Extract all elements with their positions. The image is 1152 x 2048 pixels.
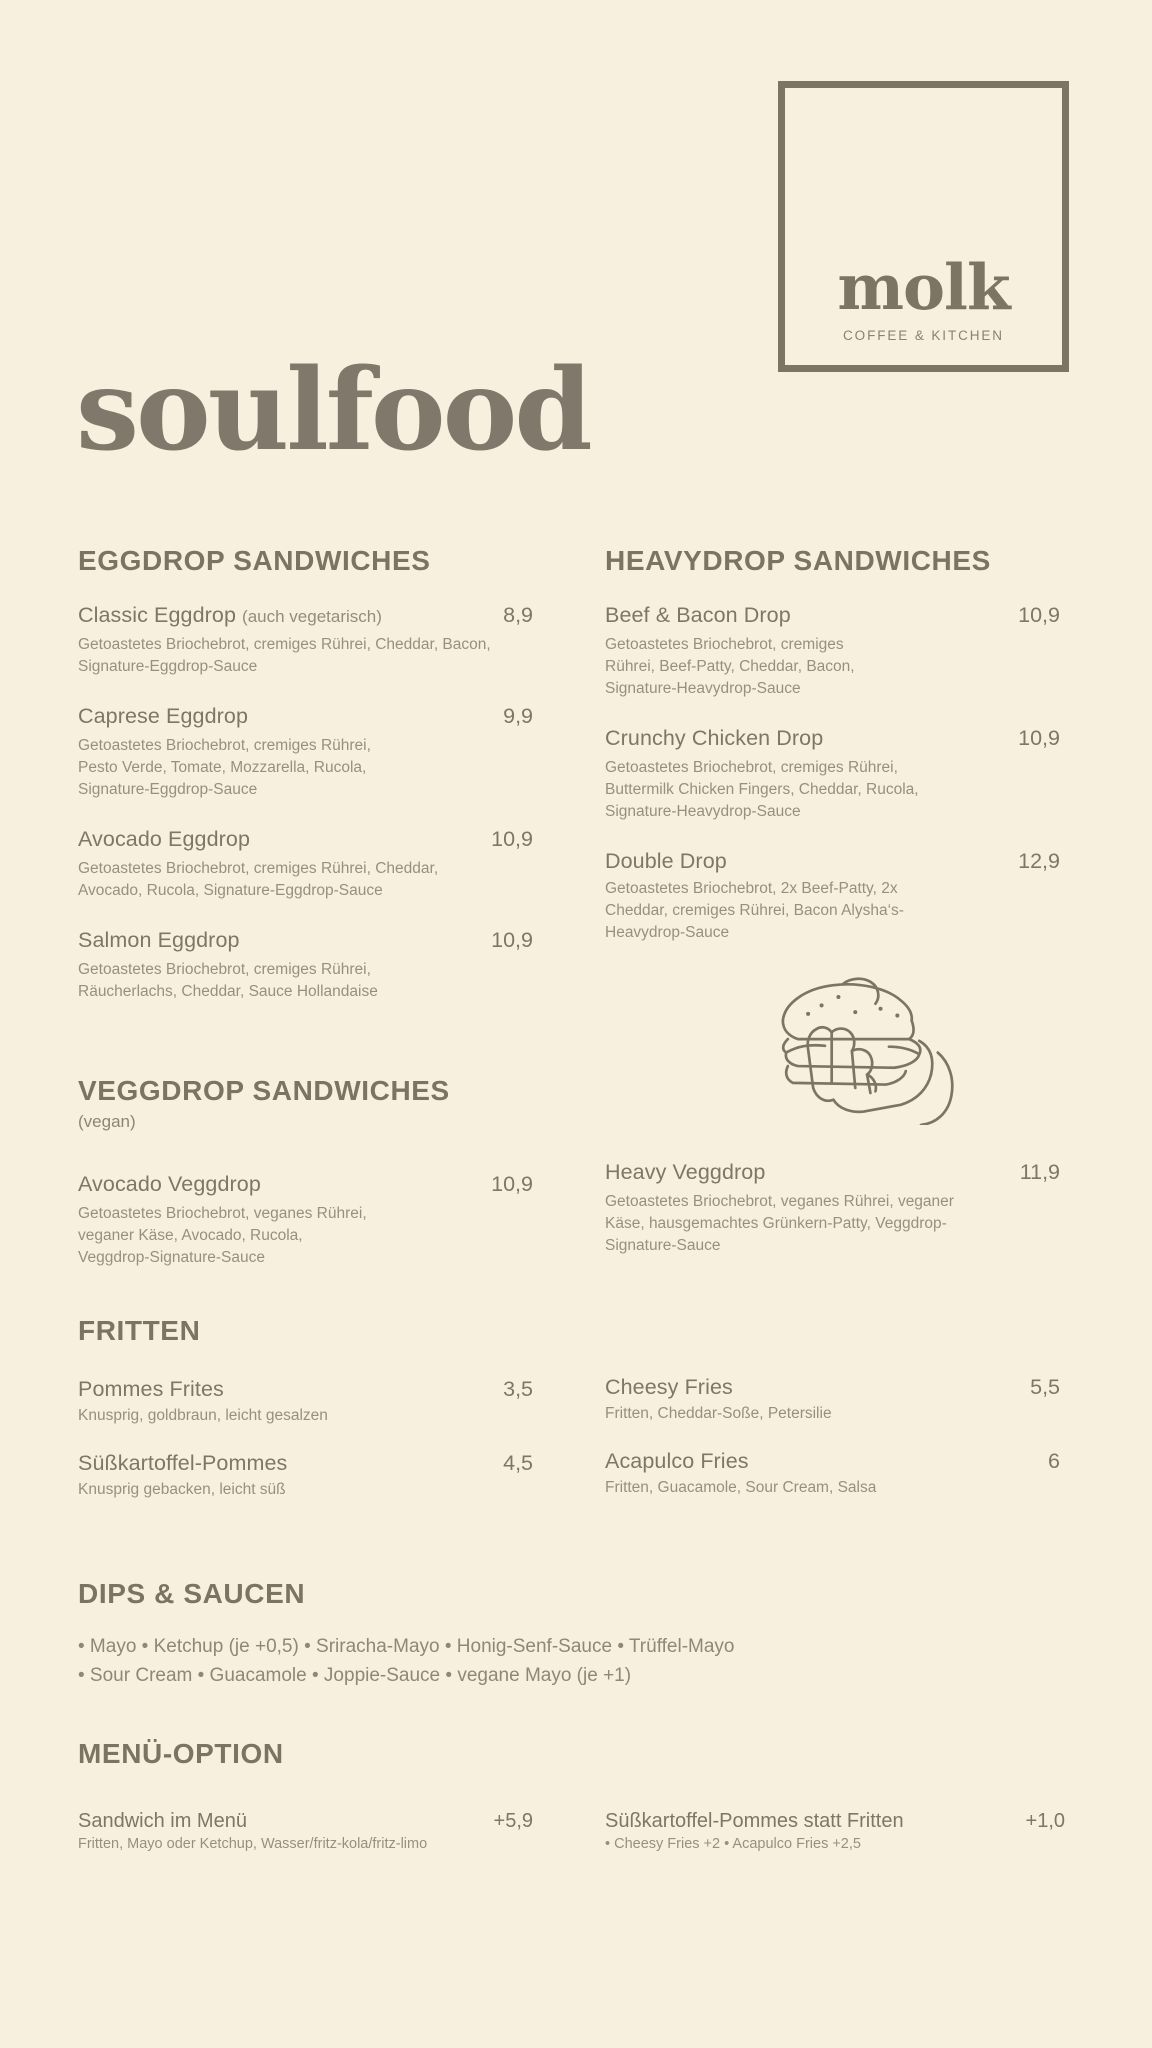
section-heading-menu-option: MENÜ-OPTION bbox=[78, 1738, 284, 1769]
brand-name: molk bbox=[837, 250, 1010, 325]
item-name: Avocado Veggdrop bbox=[78, 1172, 261, 1196]
item-description: Fritten, Guacamole, Sour Cream, Salsa bbox=[605, 1479, 877, 1496]
menu-item[interactable] bbox=[78, 1377, 533, 1427]
item-price: +1,0 bbox=[1025, 1810, 1065, 1832]
item-price: +5,9 bbox=[493, 1810, 533, 1832]
item-name: Beef & Bacon Drop bbox=[605, 603, 791, 627]
section-heading-fritten: FRITTEN bbox=[78, 1315, 201, 1346]
item-note: (auch vegetarisch) bbox=[242, 607, 382, 626]
section-heading-dips: DIPS & SAUCEN bbox=[78, 1578, 306, 1609]
brand-logo bbox=[778, 81, 1069, 372]
item-price: 8,9 bbox=[503, 603, 533, 627]
menu-item[interactable] bbox=[78, 928, 533, 1003]
dips-line-1: • Mayo • Ketchup (je +0,5) • Sriracha-Mayo • Honig-Senf-Sauce • Trüffel-Mayo bbox=[78, 1636, 735, 1657]
page-title: soulfood bbox=[76, 345, 590, 476]
section-heading-heavydrop: HEAVYDROP SANDWICHES bbox=[605, 545, 991, 576]
item-name: Avocado Eggdrop bbox=[78, 827, 251, 851]
menu-item[interactable] bbox=[78, 1172, 533, 1269]
section-fritten bbox=[78, 1315, 533, 1501]
item-description: Getoastetes Briochebrot, cremiges Rührei, Cheddar, Avocado, Rucola, Signature-Eggdrop-Sauce bbox=[78, 860, 439, 899]
item-price: 9,9 bbox=[503, 704, 533, 728]
item-name: Classic Eggdrop bbox=[78, 603, 237, 627]
item-name: Süßkartoffel-Pommes statt Fritten bbox=[605, 1810, 904, 1832]
item-name: Süßkartoffel-Pommes bbox=[78, 1451, 288, 1475]
item-description: • Cheesy Fries +2 • Acapulco Fries +2,5 bbox=[605, 1836, 861, 1852]
menu-item[interactable] bbox=[605, 1160, 1060, 1257]
section-heavydrop bbox=[605, 545, 1060, 944]
item-name: Caprese Eggdrop bbox=[78, 704, 249, 728]
item-price: 3,5 bbox=[503, 1377, 533, 1401]
item-name: Cheesy Fries bbox=[605, 1375, 733, 1399]
menu-item[interactable] bbox=[78, 603, 533, 678]
section-fritten-right bbox=[605, 1375, 1060, 1499]
section-veggdrop bbox=[78, 1075, 533, 1269]
item-description: Getoastetes Briochebrot, cremiges Rührei, Räucherlachs, Cheddar, Sauce Hollandaise bbox=[78, 961, 378, 1000]
menu-item[interactable] bbox=[605, 1375, 1060, 1425]
item-price: 10,9 bbox=[491, 1172, 533, 1196]
item-description: Getoastetes Briochebrot, cremiges Rührei, Cheddar, Bacon, Signature-Eggdrop-Sauce bbox=[78, 636, 491, 675]
item-description: Fritten, Mayo oder Ketchup, Wasser/fritz-kola/fritz-limo bbox=[78, 1836, 428, 1852]
item-name: Double Drop bbox=[605, 849, 727, 873]
item-name: Crunchy Chicken Drop bbox=[605, 726, 824, 750]
item-description: Getoastetes Briochebrot, cremiges Rührei, Pesto Verde, Tomate, Mozzarella, Rucola, Signature-Eggdrop-Sauce bbox=[78, 737, 371, 798]
menu-item[interactable] bbox=[78, 1451, 533, 1501]
dips-line-2: • Sour Cream • Guacamole • Joppie-Sauce • vegane Mayo (je +1) bbox=[78, 1665, 632, 1687]
item-name: Pommes Frites bbox=[78, 1377, 224, 1401]
item-price: 10,9 bbox=[1018, 603, 1060, 627]
section-dips bbox=[78, 1578, 1038, 1691]
item-description: Getoastetes Briochebrot, veganes Rührei, veganer Käse, hausgemachtes Grünkern-Patty, Veggdrop-Signature-Sauce bbox=[605, 1193, 954, 1254]
menu-option-left bbox=[78, 1810, 533, 1852]
item-price: 10,9 bbox=[491, 827, 533, 851]
menu-item[interactable] bbox=[605, 1810, 1065, 1852]
item-price: 4,5 bbox=[503, 1451, 533, 1475]
section-heading-eggdrop: EGGDROP SANDWICHES bbox=[78, 545, 431, 576]
item-description: Getoastetes Briochebrot, cremiges Rührei, Beef-Patty, Cheddar, Bacon, Signature-Heavydrop-Sauce bbox=[605, 636, 855, 697]
item-price: 6 bbox=[1048, 1449, 1060, 1473]
item-name: Salmon Eggdrop bbox=[78, 928, 240, 952]
item-description: Getoastetes Briochebrot, veganes Rührei, veganer Käse, Avocado, Rucola, Veggdrop-Signature-Sauce bbox=[78, 1205, 367, 1266]
item-name: Heavy Veggdrop bbox=[605, 1160, 766, 1184]
menu-item[interactable] bbox=[605, 1449, 1060, 1499]
menu-option-right bbox=[605, 1810, 1065, 1852]
item-description: Getoastetes Briochebrot, 2x Beef-Patty, 2x Cheddar, cremiges Rührei, Bacon Alysha‘s-Heavydrop-Sauce bbox=[605, 880, 904, 941]
item-price: 10,9 bbox=[1018, 726, 1060, 750]
menu-item[interactable] bbox=[78, 1810, 533, 1852]
menu-item[interactable] bbox=[78, 704, 533, 801]
menu-item[interactable] bbox=[605, 726, 1060, 823]
item-price: 5,5 bbox=[1030, 1375, 1060, 1399]
section-subheading-veggdrop: (vegan) bbox=[78, 1112, 136, 1131]
item-name: Sandwich im Menü bbox=[78, 1810, 247, 1832]
menu-item[interactable] bbox=[78, 827, 533, 902]
hand-holding-sandwich-illustration bbox=[742, 965, 982, 1125]
section-eggdrop bbox=[78, 545, 533, 1003]
item-description: Getoastetes Briochebrot, cremiges Rührei, Buttermilk Chicken Fingers, Cheddar, Rucola, Signature-Heavydrop-Sauce bbox=[605, 759, 919, 820]
section-heading-veggdrop: VEGGDROP SANDWICHES bbox=[78, 1075, 450, 1106]
section-menu-option bbox=[78, 1738, 1038, 1770]
menu-item[interactable] bbox=[605, 603, 1060, 700]
menu-item[interactable] bbox=[605, 849, 1060, 944]
brand-tagline: COFFEE & KITCHEN bbox=[843, 328, 1004, 343]
item-price: 12,9 bbox=[1018, 849, 1060, 873]
item-description: Fritten, Cheddar-Soße, Petersilie bbox=[605, 1405, 832, 1422]
item-price: 11,9 bbox=[1019, 1160, 1060, 1184]
item-description: Knusprig, goldbraun, leicht gesalzen bbox=[78, 1407, 328, 1424]
section-veggdrop-right bbox=[605, 1160, 1060, 1257]
item-name: Acapulco Fries bbox=[605, 1449, 749, 1473]
item-price: 10,9 bbox=[491, 928, 533, 952]
item-description: Knusprig gebacken, leicht süß bbox=[78, 1481, 286, 1498]
